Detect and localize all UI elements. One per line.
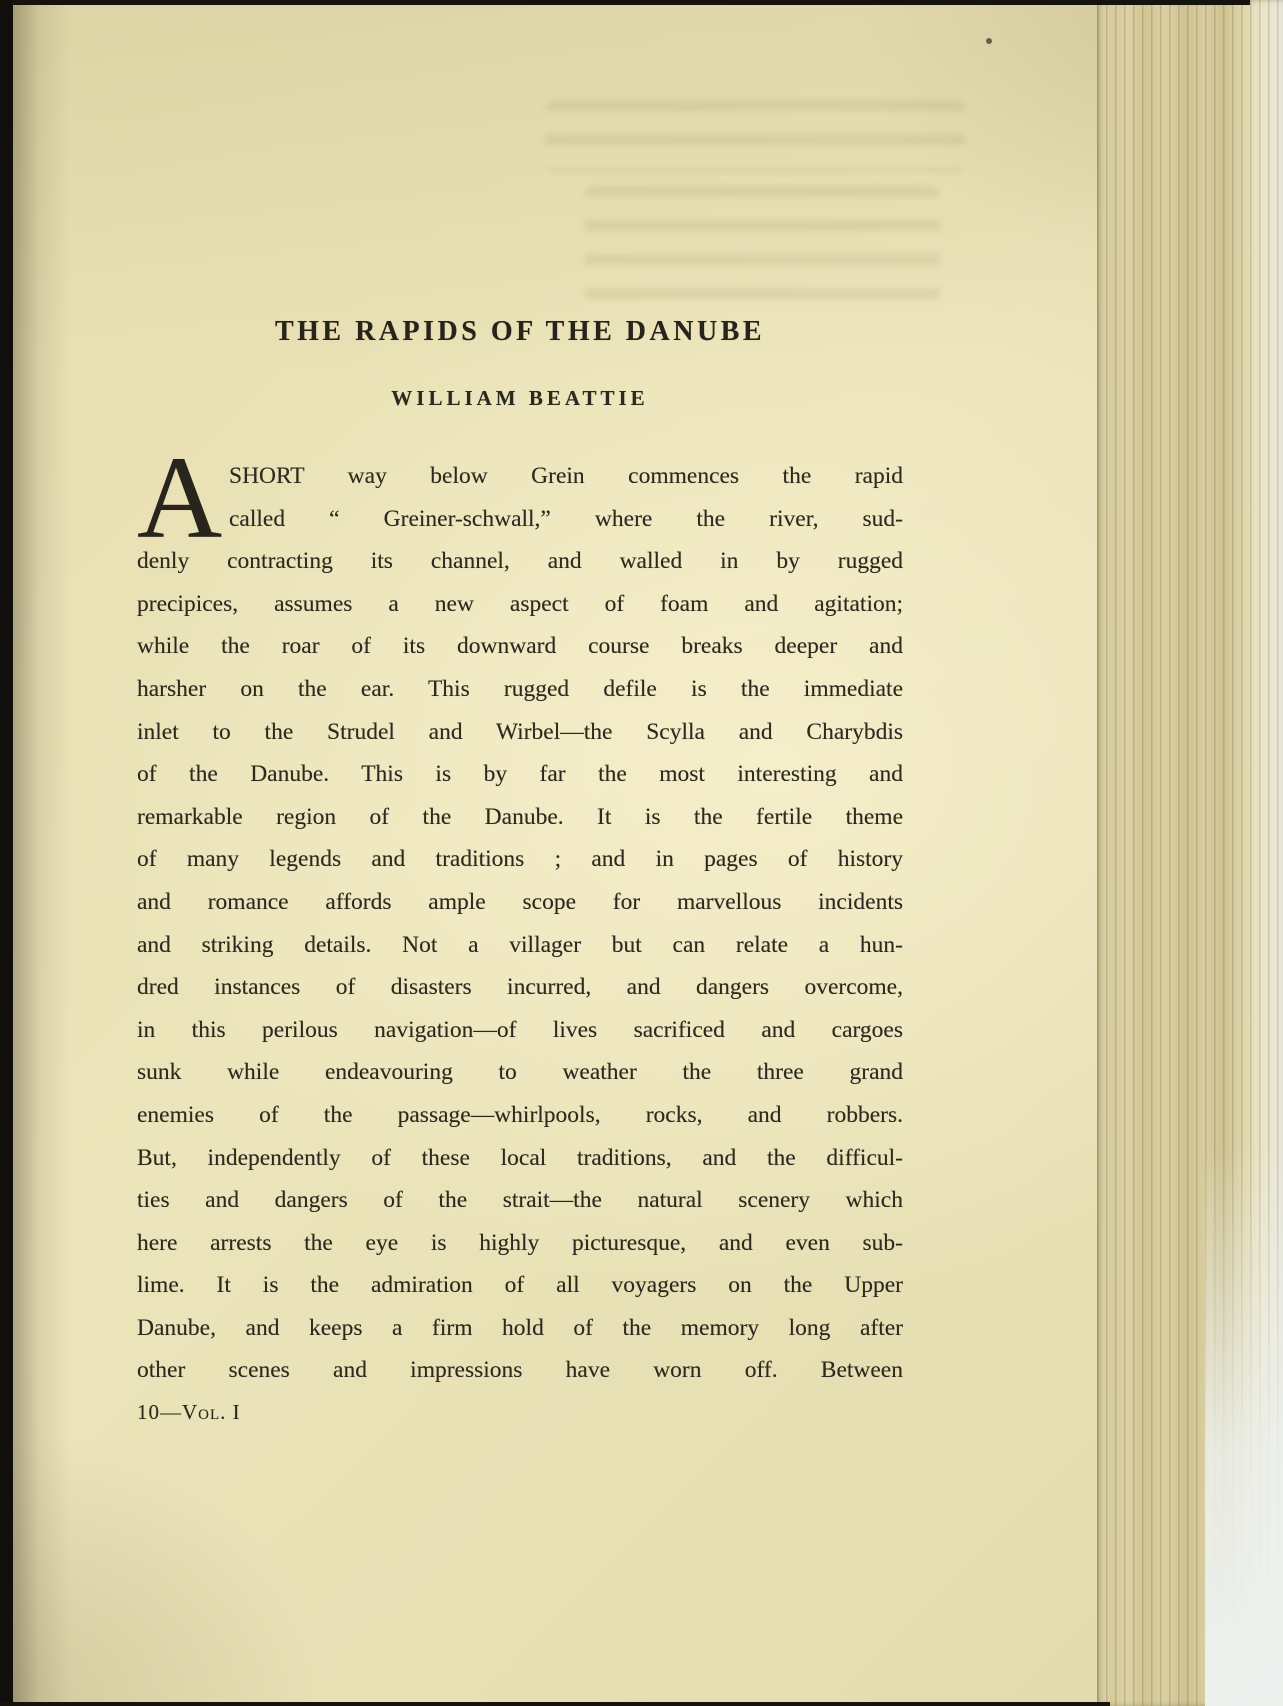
body-line: other scenes and impressions have worn off. Between	[137, 1357, 903, 1384]
page-signature: 10—Vol. I	[137, 1400, 241, 1425]
page-edge-highlight	[1205, 1146, 1283, 1706]
body-line: while the roar of its downward course breaks deeper and	[137, 633, 903, 660]
body-text	[137, 432, 903, 1392]
page-content	[137, 0, 903, 1425]
body-line: sunk while endeavouring to weather the three grand	[137, 1059, 903, 1086]
body-line: in this perilous navigation—of lives sacrificed and cargoes	[137, 1016, 903, 1043]
drop-cap: A	[137, 432, 223, 563]
body-line: and striking details. Not a villager but can relate a hun-	[137, 931, 903, 958]
ink-speck	[986, 38, 992, 44]
body-line: called “ Greiner-schwall,” where the river, sud-	[229, 505, 903, 532]
scan-border-left	[0, 0, 13, 1706]
scan-border-bottom	[0, 1702, 1110, 1706]
body-line: Danube, and keeps a firm hold of the memory long after	[137, 1314, 903, 1341]
body-line: lime. It is the admiration of all voyagers on the Upper	[137, 1272, 903, 1299]
body-line: ties and dangers of the strait—the natural scenery which	[137, 1187, 903, 1214]
body-line: dred instances of disasters incurred, and dangers overcome,	[137, 974, 903, 1001]
body-line: remarkable region of the Danube. It is the fertile theme	[137, 803, 903, 830]
scan-border-top	[0, 0, 1250, 5]
body-line: of many legends and traditions ; and in pages of history	[137, 846, 903, 873]
body-line: precipices, assumes a new aspect of foam and agitation;	[137, 590, 903, 617]
body-line: enemies of the passage—whirlpools, rocks, and robbers.	[137, 1101, 903, 1128]
body-line: But, independently of these local traditions, and the difficul-	[137, 1144, 903, 1171]
body-lines	[137, 432, 903, 1392]
body-line: and romance affords ample scope for marvellous incidents	[137, 888, 903, 915]
body-line: SHORT way below Grein commences the rapid	[229, 463, 903, 489]
body-line: harsher on the ear. This rugged defile is the immediate	[137, 675, 903, 702]
body-line: inlet to the Strudel and Wirbel—the Scylla and Charybdis	[137, 718, 903, 745]
body-line: denly contracting its channel, and walled in by rugged	[137, 548, 903, 575]
body-line: of the Danube. This is by far the most interesting and	[137, 761, 903, 788]
chapter-title: THE RAPIDS OF THE DANUBE	[274, 316, 766, 347]
gutter-shadow	[13, 0, 71, 1706]
body-line: here arrests the eye is highly picturesque, and even sub-	[137, 1229, 903, 1256]
author-name: WILLIAM BEATTIE	[391, 386, 649, 410]
